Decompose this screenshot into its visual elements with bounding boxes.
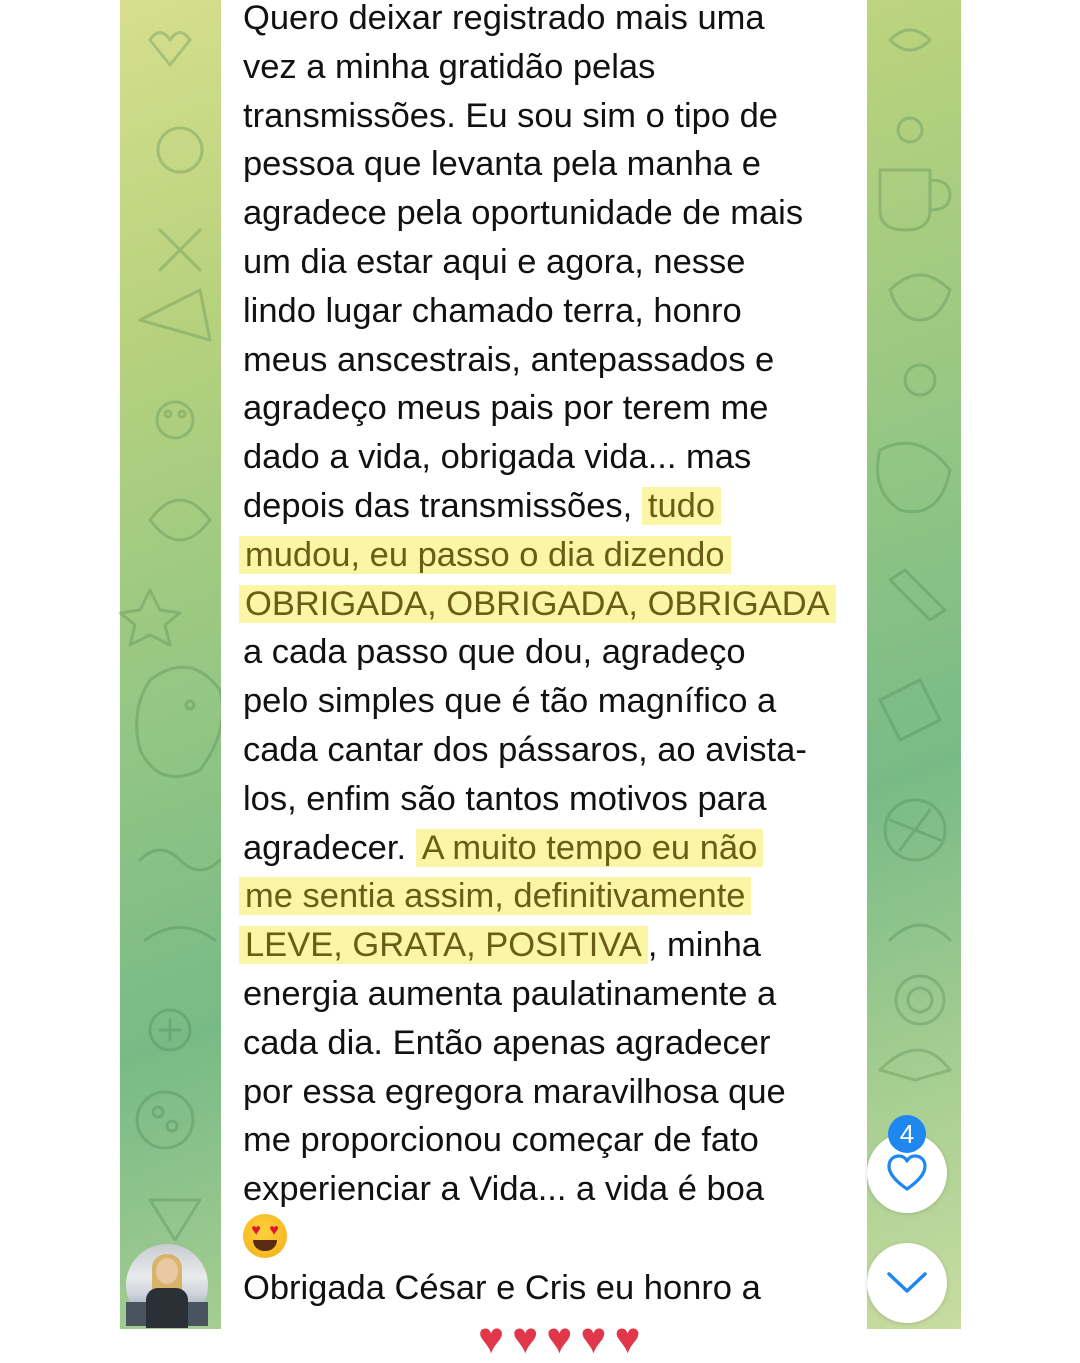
reaction-count-badge: 4 <box>888 1115 926 1153</box>
scroll-to-bottom-button[interactable] <box>867 1243 947 1323</box>
red-heart-icon: ♥ <box>580 1314 607 1363</box>
avatar-face <box>156 1258 178 1284</box>
message-line: a cada passo que dou, agradeço <box>243 633 746 672</box>
message-line: los, enfim são tantos motivos para <box>243 779 767 818</box>
message-line <box>243 580 853 629</box>
message-line: agradece pela oportunidade de mais <box>243 194 804 233</box>
message-line: energia aumenta paulatinamente a <box>243 974 777 1013</box>
highlighted-text: OBRIGADA, OBRIGADA, OBRIGADA <box>239 585 836 623</box>
message-line: transmissões. Eu sou sim o tipo de <box>243 96 778 135</box>
message-line <box>243 824 853 873</box>
message-line: meus anscestrais, antepassados e <box>243 340 775 379</box>
message-text-run: agradecer. <box>243 828 416 867</box>
message-line: lindo lugar chamado terra, honro <box>243 291 742 330</box>
message-line: agradeço meus pais por terem me <box>243 389 769 428</box>
message-line: cada cantar dos pássaros, ao avista- <box>243 730 807 769</box>
message-line: experienciar a Vida... a vida é boa <box>243 1170 765 1209</box>
message-line: Obrigada César e Cris eu honro a <box>243 1268 761 1307</box>
heart-icon: ♥ <box>251 1221 261 1239</box>
chevron-down-icon <box>885 1270 929 1296</box>
message-line: cada dia. Então apenas agradecer <box>243 1023 771 1062</box>
avatar[interactable] <box>126 1244 208 1326</box>
message-text <box>243 0 853 1313</box>
message-line <box>243 872 853 921</box>
heart-icon <box>886 1154 928 1192</box>
heart-eyes-emoji <box>243 1214 287 1258</box>
red-heart-icon: ♥ <box>478 1314 505 1363</box>
message-line: Quero deixar registrado mais uma <box>243 0 765 37</box>
highlighted-text: me sentia assim, definitivamente <box>239 877 751 915</box>
highlighted-text: mudou, eu passo o dia dizendo <box>239 536 731 574</box>
message-line: me proporcionou começar de fato <box>243 1121 759 1160</box>
message-line: pelo simples que é tão magnífico a <box>243 682 777 721</box>
message-line <box>243 1214 853 1264</box>
chat-screen <box>120 0 961 1363</box>
message-line: vez a minha gratidão pelas <box>243 47 656 86</box>
message-line <box>243 921 853 970</box>
highlighted-text: A muito tempo eu não <box>416 829 764 867</box>
message-text-run: depois das transmissões, <box>243 486 642 525</box>
message-line: um dia estar aqui e agora, nesse <box>243 242 746 281</box>
avatar-body <box>146 1288 188 1328</box>
red-heart-icon: ♥ <box>614 1314 641 1363</box>
message-line: por essa egregora maravilhosa que <box>243 1072 786 1111</box>
message-text-run: , minha <box>647 926 761 965</box>
message-line <box>243 531 853 580</box>
highlighted-text: tudo <box>642 487 721 525</box>
red-heart-icon: ♥ <box>546 1314 573 1363</box>
red-heart-icon: ♥ <box>512 1314 539 1363</box>
emoji-mouth <box>253 1240 277 1251</box>
heart-icon: ♥ <box>269 1221 279 1239</box>
highlighted-text: LEVE, GRATA, POSITIVA <box>239 926 648 964</box>
message-line: dado a vida, obrigada vida... mas <box>243 438 752 477</box>
heart-emoji-row <box>478 1314 641 1363</box>
message-line: pessoa que levanta pela manha e <box>243 145 761 184</box>
message-line <box>243 482 853 531</box>
